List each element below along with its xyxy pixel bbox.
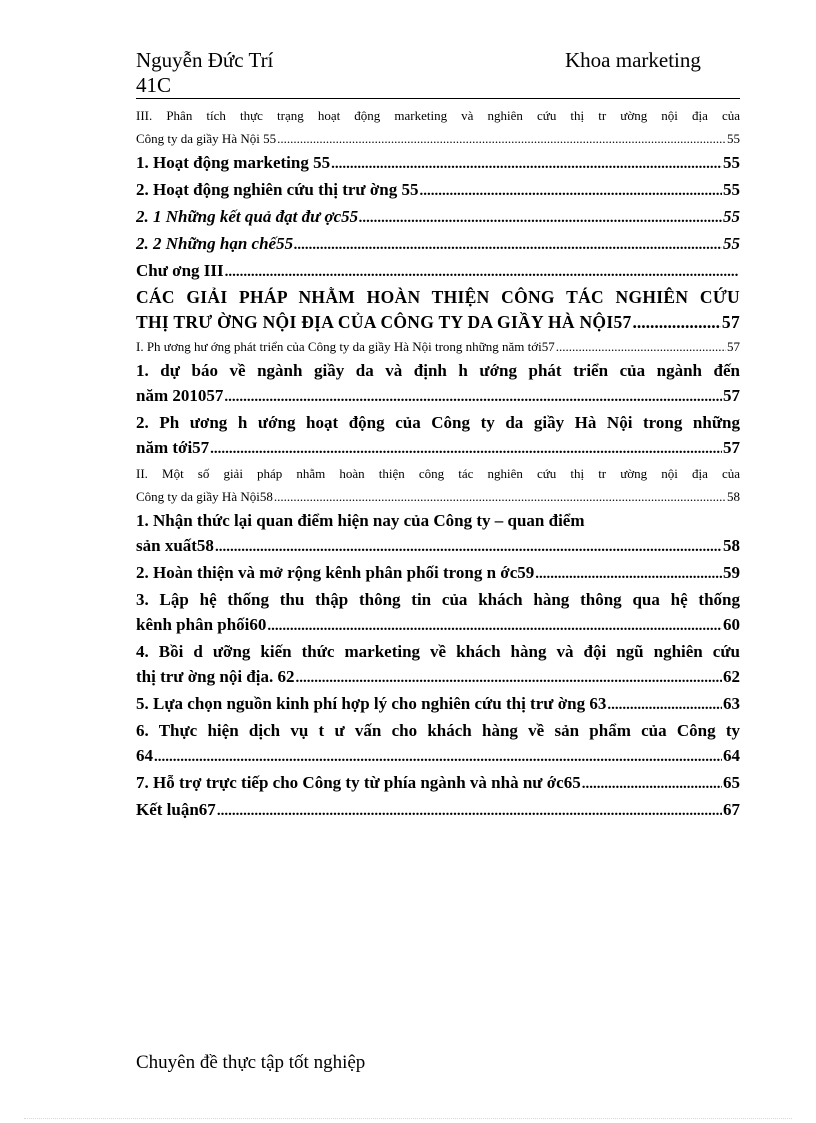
toc-entry-line: 1. dự báo về ngành giầy da và định h ướng phát triển của ngành đến	[136, 361, 740, 380]
toc-page-number: 57	[721, 312, 740, 332]
toc-entry-title: THỊ TRƯ ỜNG NỘI ĐỊA CỦA CÔNG TY DA GIẦY HÀ NỘI57	[136, 312, 632, 332]
dot-leader	[420, 177, 723, 204]
dot-leader	[607, 691, 722, 718]
toc-entry-title: 2. 1 Những kết quả đạt đư ợc55	[136, 207, 359, 226]
toc-entry[interactable]	[136, 285, 740, 335]
page-footer: Chuyên đề thực tập tốt nghiệp	[136, 1052, 366, 1073]
toc-entry[interactable]	[136, 770, 740, 797]
dot-leader	[154, 743, 722, 770]
toc-entry-line: II. Một số giải pháp nhằm hoàn thiện công tác nghiên cứu thị tr ường nội địa của	[136, 466, 740, 481]
dot-leader	[535, 560, 722, 587]
toc-entry-title: 64	[136, 746, 153, 765]
author-class: 41C	[136, 73, 172, 97]
toc-entry-title: 5. Lựa chọn nguồn kinh phí hợp lý cho nghiên cứu thị trư ờng 63	[136, 694, 607, 713]
toc-entry[interactable]	[136, 797, 740, 824]
toc-entry[interactable]	[136, 639, 740, 691]
author-block	[136, 48, 273, 98]
toc-page-number: 55	[723, 207, 740, 226]
dot-leader	[277, 127, 726, 150]
toc-entry[interactable]	[136, 508, 740, 560]
toc-entry[interactable]	[136, 204, 740, 231]
table-of-contents	[136, 104, 740, 824]
toc-entry[interactable]	[136, 410, 740, 462]
toc-entry-line: 4. Bồi d ưỡng kiến thức marketing về khách hàng và đội ngũ nghiên cứu	[136, 642, 740, 661]
header-rule	[136, 98, 740, 99]
toc-entry-title: Kết luận67	[136, 800, 216, 819]
toc-entry-title: 2. 2 Những hạn chế55	[136, 234, 294, 253]
toc-entry-line: CÁC GIẢI PHÁP NHẰM HOÀN THIỆN CÔNG TÁC NGHIÊN CỨU	[136, 287, 740, 307]
toc-entry-line: III. Phân tích thực trạng hoạt động marketing và nghiên cứu thị tr ường nội địa của	[136, 108, 740, 123]
dot-leader	[359, 204, 722, 231]
dot-leader	[274, 485, 726, 508]
toc-entry-title: 1. Hoạt động marketing 55	[136, 153, 331, 172]
toc-entry[interactable]	[136, 150, 740, 177]
toc-page-number: 58	[727, 489, 740, 504]
toc-entry-title: I. Ph ương hư ớng phát triển của Công ty da giầy Hà Nội trong những năm tới57	[136, 339, 555, 354]
dot-leader	[556, 335, 726, 358]
toc-entry-title: 7. Hỗ trợ trực tiếp cho Công ty từ phía ngành và nhà nư ớc65	[136, 773, 581, 792]
toc-entry[interactable]	[136, 358, 740, 410]
toc-entry-title: Công ty da giầy Hà Nội58	[136, 489, 273, 504]
toc-entry-title: kênh phân phối60	[136, 615, 267, 634]
toc-page-number: 55	[727, 131, 740, 146]
toc-entry[interactable]	[136, 691, 740, 718]
toc-entry-line: 2. Ph ương h ướng hoạt động của Công ty da giầy Hà Nội trong những	[136, 413, 740, 432]
toc-entry-title: năm 201057	[136, 386, 224, 405]
toc-page-number: 57	[727, 339, 740, 354]
toc-entry[interactable]	[136, 718, 740, 770]
toc-entry-title: năm tới57	[136, 438, 210, 457]
toc-page-number: 55	[723, 234, 740, 253]
toc-entry-title: Chư ơng III	[136, 261, 224, 280]
dot-leader	[217, 797, 722, 824]
toc-entry-title: sản xuất58	[136, 536, 214, 555]
toc-page-number: 64	[723, 746, 740, 765]
toc-page-number: 58	[723, 536, 740, 555]
toc-page-number: 57	[723, 438, 740, 457]
toc-page-number: 65	[723, 773, 740, 792]
dot-leader	[215, 533, 722, 560]
toc-entry-title: thị trư ờng nội địa. 62	[136, 667, 295, 686]
dot-leader	[331, 150, 722, 177]
toc-page-number: 62	[723, 667, 740, 686]
toc-entry-line: 3. Lập hệ thống thu thập thông tin của khách hàng thông qua hệ thống	[136, 590, 740, 609]
toc-page-number: 55	[723, 180, 740, 199]
toc-entry-title: 2. Hoạt động nghiên cứu thị trư ờng 55	[136, 180, 419, 199]
dot-leader	[633, 310, 721, 335]
toc-entry[interactable]	[136, 104, 740, 150]
toc-page-number: 60	[723, 615, 740, 634]
toc-entry[interactable]	[136, 258, 740, 285]
toc-page-number: 63	[723, 694, 740, 713]
author-name: Nguyễn Đức Trí	[136, 48, 274, 72]
toc-entry-title: Công ty da giầy Hà Nội 55	[136, 131, 277, 146]
dot-leader	[294, 231, 722, 258]
toc-entry-title: 2. Hoàn thiện và mở rộng kênh phân phối trong n ớc59	[136, 563, 535, 582]
toc-page-number: 59	[723, 563, 740, 582]
dot-leader	[224, 383, 722, 410]
dot-leader	[267, 612, 722, 639]
toc-entry[interactable]	[136, 462, 740, 508]
toc-page-number: 55	[723, 153, 740, 172]
dot-leader	[225, 258, 739, 285]
toc-entry[interactable]	[136, 231, 740, 258]
toc-entry[interactable]	[136, 560, 740, 587]
toc-entry[interactable]	[136, 335, 740, 358]
dot-leader	[295, 664, 722, 691]
toc-entry-line: 1. Nhận thức lại quan điểm hiện nay của Công ty – quan điểm	[136, 511, 585, 530]
toc-page-number: 57	[723, 386, 740, 405]
dot-leader	[582, 770, 722, 797]
dot-leader	[210, 435, 722, 462]
toc-entry[interactable]	[136, 587, 740, 639]
toc-entry[interactable]	[136, 177, 740, 204]
toc-entry-line: 6. Thực hiện dịch vụ t ư vấn cho khách hàng về sản phẩm của Công ty	[136, 721, 740, 740]
toc-page-number: 67	[723, 800, 740, 819]
page-bottom-border	[24, 1118, 792, 1119]
department-name: Khoa marketing	[565, 48, 701, 72]
